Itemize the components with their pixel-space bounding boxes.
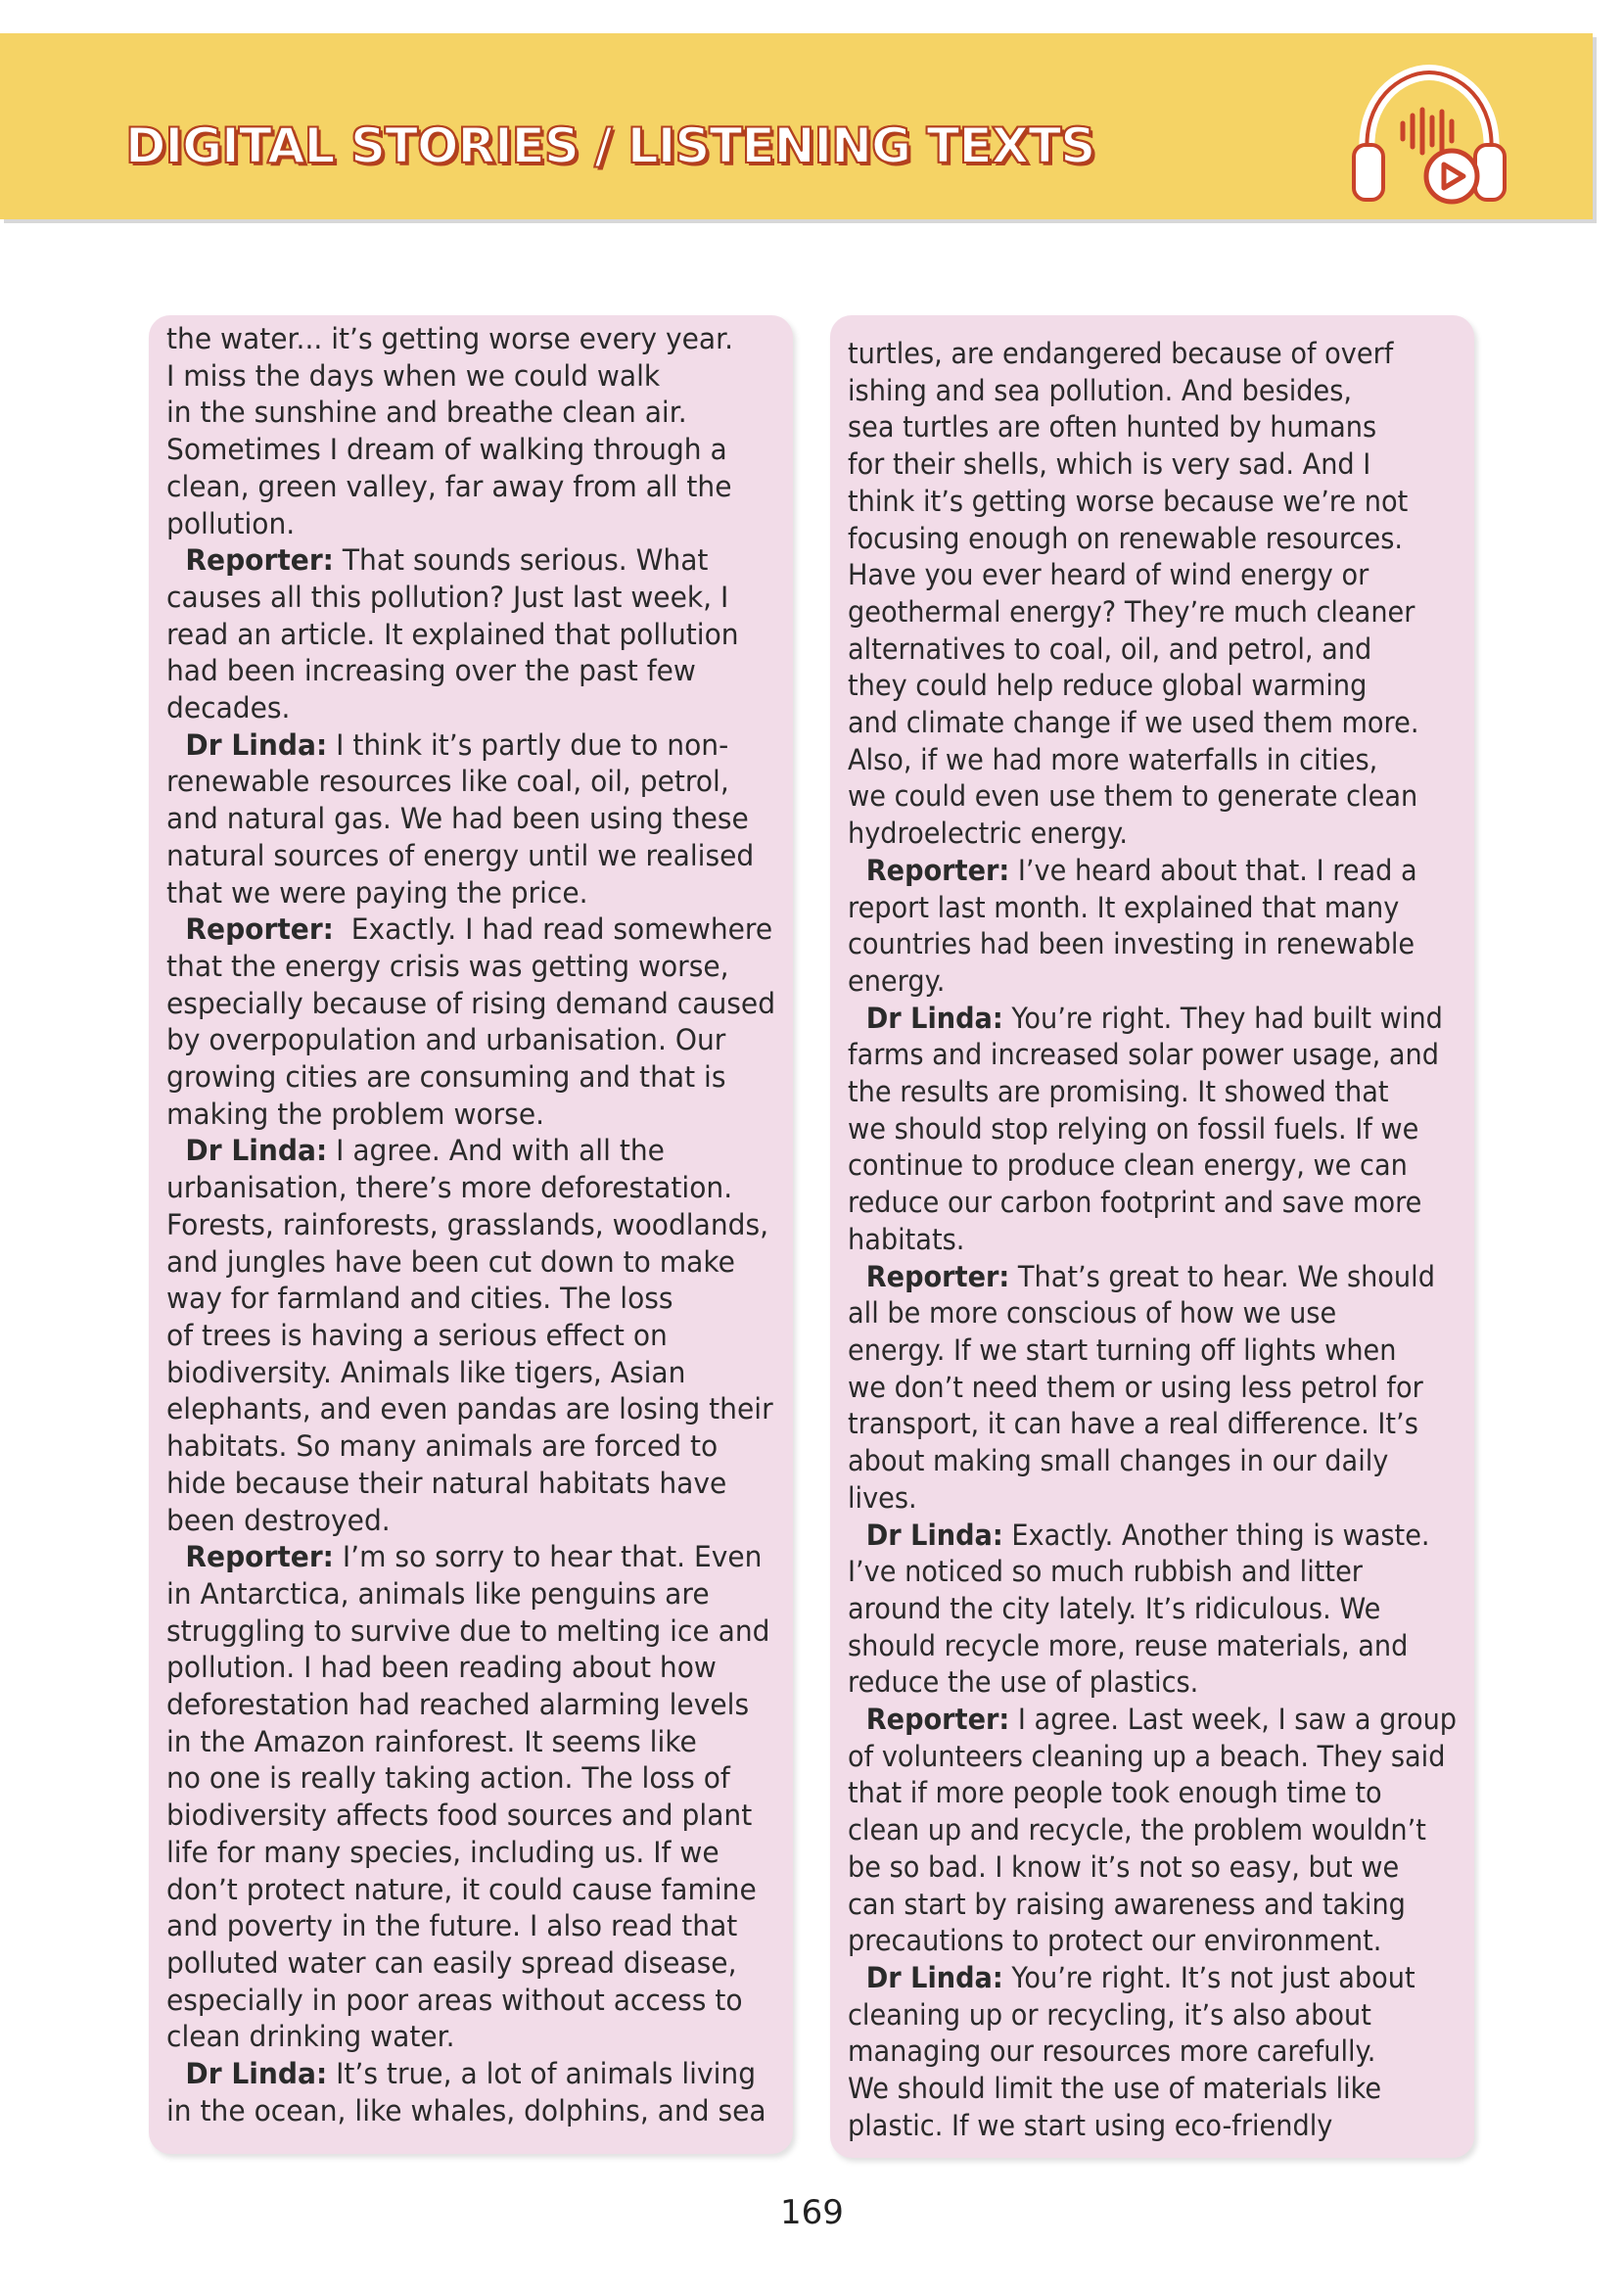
speaker-label: Reporter:	[185, 543, 334, 578]
text-line	[848, 1074, 1457, 1111]
text-line	[848, 1001, 1457, 1038]
text-line	[848, 484, 1457, 521]
text-line	[848, 1591, 1457, 1628]
line-text: especially because of rising demand caused	[166, 986, 776, 1020]
speaker-label: Dr Linda:	[865, 1960, 1003, 1994]
text-line	[848, 2071, 1457, 2108]
text-line	[848, 1185, 1457, 1222]
text-line	[166, 1539, 775, 1576]
text-line	[848, 631, 1457, 669]
text-line	[848, 742, 1457, 779]
text-line	[848, 1480, 1457, 1518]
line-text: by overpopulation and urbanisation. Our	[166, 1023, 726, 1057]
line-text: I’m so sorry to hear that. Even	[333, 1540, 763, 1574]
line-text: clean, green valley, far away from all the	[166, 469, 732, 503]
line-text: making the problem worse.	[166, 1097, 545, 1131]
line-text: we don’t need them or using less petrol for	[848, 1370, 1423, 1404]
text-line	[848, 1295, 1457, 1333]
line-text: That sounds serious. What	[333, 543, 709, 578]
text-line	[166, 1650, 775, 1687]
line-text: focusing enough on renewable resources.	[848, 521, 1403, 555]
line-text: clean up and recycle, the problem wouldn’t	[848, 1813, 1426, 1847]
line-text: polluted water can easily spread disease,	[166, 1945, 737, 1980]
line-text: we could even use them to generate clean	[848, 779, 1418, 814]
text-line	[848, 446, 1457, 484]
line-text: be so bad. I know it’s not so easy, but we	[848, 1849, 1400, 1884]
line-text: can start by raising awareness and taking	[848, 1887, 1406, 1921]
text-line	[166, 1428, 775, 1466]
right-text-column	[848, 336, 1498, 2144]
text-line	[848, 2108, 1457, 2145]
text-line	[166, 1466, 775, 1503]
line-text: Forests, rainforests, grasslands, woodlands,	[166, 1207, 769, 1241]
text-line	[166, 1724, 775, 1761]
page-number: 169	[780, 2193, 844, 2232]
speaker-label: Reporter:	[185, 1540, 334, 1574]
text-line	[848, 1259, 1457, 1296]
line-text: I’ve heard about that. I read a	[1009, 853, 1417, 887]
line-text: pollution.	[166, 506, 296, 540]
text-line	[848, 336, 1457, 373]
text-line	[848, 1406, 1457, 1443]
line-text: don’t protect nature, it could cause famine	[166, 1872, 757, 1906]
line-text: had been increasing over the past few	[166, 654, 696, 688]
line-text: managing our resources more carefully.	[848, 2034, 1376, 2069]
line-text: sea turtles are often hunted by humans	[848, 410, 1377, 444]
line-text: and climate change if we used them more.	[848, 706, 1419, 740]
text-line	[848, 557, 1457, 594]
text-line	[166, 1945, 775, 1983]
line-text: You’re right. They had built wind	[1002, 1001, 1443, 1035]
line-text: biodiversity. Animals like tigers, Asian	[166, 1355, 686, 1389]
text-line	[848, 926, 1457, 963]
line-text: growing cities are consuming and that is	[166, 1060, 726, 1095]
text-line	[166, 1872, 775, 1909]
line-text: should recycle more, reuse materials, and	[848, 1628, 1409, 1662]
line-text: way for farmland and cities. The loss	[166, 1282, 673, 1316]
line-text: I agree. Last week, I saw a group	[1009, 1703, 1458, 1737]
speaker-label: Dr Linda:	[865, 1001, 1003, 1035]
text-line	[166, 838, 775, 875]
line-text: elephants, and even pandas are losing their	[166, 1392, 773, 1426]
text-line	[848, 853, 1457, 890]
line-text: renewable resources like coal, oil, petrol,	[166, 765, 729, 799]
text-line	[848, 963, 1457, 1001]
line-text: I think it’s partly due to non-	[327, 727, 729, 762]
line-text: biodiversity affects food sources and plant	[166, 1799, 753, 1833]
line-text: struggling to survive due to melting ice and	[166, 1613, 770, 1648]
line-text: Exactly. Another thing is waste.	[1002, 1518, 1430, 1552]
text-line	[848, 705, 1457, 742]
line-text: energy. If we start turning off lights when	[848, 1333, 1397, 1367]
line-text: decades.	[166, 691, 291, 725]
text-line	[166, 1760, 775, 1798]
text-line	[166, 653, 775, 690]
text-line	[166, 1798, 775, 1835]
line-text: That’s great to hear. We should	[1009, 1259, 1435, 1293]
text-line	[848, 521, 1457, 558]
speaker-label: Reporter:	[185, 912, 334, 947]
text-line	[166, 727, 775, 765]
line-text: that we were paying the price.	[166, 875, 588, 910]
text-line	[166, 2056, 775, 2093]
text-line	[166, 1281, 775, 1318]
text-line	[166, 1391, 775, 1428]
line-text: Have you ever heard of wind energy or	[848, 558, 1369, 592]
text-line	[166, 542, 775, 580]
text-line	[166, 1244, 775, 1282]
line-text: reduce the use of plastics.	[848, 1665, 1199, 1700]
text-line	[166, 1097, 775, 1134]
line-text: life for many species, including us. If we	[166, 1835, 719, 1869]
line-text: reduce our carbon footprint and save more	[848, 1186, 1422, 1220]
line-text: plastic. If we start using eco-friendly	[848, 2108, 1333, 2142]
line-text: turtles, are endangered because of overf	[848, 337, 1394, 370]
line-text: in the Amazon rainforest. It seems like	[166, 1724, 697, 1758]
line-text: energy.	[848, 963, 946, 998]
line-text: causes all this pollution? Just last week, I	[166, 580, 729, 614]
text-line	[848, 1775, 1457, 1812]
line-text: in the sunshine and breathe clean air.	[166, 396, 687, 430]
line-text: that if more people took enough time to	[848, 1776, 1382, 1810]
line-text: We should limit the use of materials like	[848, 2072, 1382, 2106]
text-line	[166, 469, 775, 506]
text-line	[166, 617, 775, 654]
text-line	[848, 1664, 1457, 1702]
text-line	[166, 506, 775, 543]
text-line	[166, 1022, 775, 1059]
line-text: lives.	[848, 1480, 917, 1515]
text-line	[166, 764, 775, 801]
text-line	[848, 668, 1457, 705]
text-line	[848, 890, 1457, 927]
text-line	[848, 1628, 1457, 1665]
text-line	[166, 432, 775, 469]
text-line	[166, 1170, 775, 1207]
line-text: hide because their natural habitats have	[166, 1466, 727, 1500]
line-text: It’s true, a lot of animals living	[327, 2057, 757, 2091]
line-text: in the ocean, like whales, dolphins, and sea	[166, 2093, 766, 2127]
line-text: we should stop relying on fossil fuels. If we	[848, 1111, 1419, 1146]
line-text: pollution. I had been reading about how	[166, 1651, 717, 1685]
line-text: Also, if we had more waterfalls in cities,	[848, 742, 1378, 776]
speaker-label: Dr Linda:	[185, 727, 328, 762]
line-text: farms and increased solar power usage, and	[848, 1038, 1440, 1072]
text-line	[166, 2019, 775, 2056]
line-text: I agree. And with all the	[327, 1134, 665, 1168]
text-line	[848, 1739, 1457, 1776]
line-text: report last month. It explained that many	[848, 890, 1400, 924]
text-line	[848, 1849, 1457, 1887]
line-text: of trees is having a serious effect on	[166, 1318, 668, 1352]
text-line	[848, 1333, 1457, 1370]
line-text: habitats. So many animals are forced to	[166, 1429, 719, 1464]
speaker-label: Reporter:	[865, 1259, 1010, 1293]
line-text: natural sources of energy until we realised	[166, 838, 755, 872]
text-line	[166, 358, 775, 396]
line-text: clean drinking water.	[166, 2020, 455, 2054]
line-text: continue to produce clean energy, we can	[848, 1148, 1408, 1183]
text-line	[166, 1133, 775, 1170]
text-line	[848, 1960, 1457, 1997]
text-line	[848, 1443, 1457, 1480]
line-text: all be more conscious of how we use	[848, 1296, 1337, 1331]
headphones-play-icon	[1346, 61, 1512, 222]
line-text: transport, it can have a real difference. It’s	[848, 1407, 1418, 1441]
text-line	[166, 2093, 775, 2130]
line-text: of volunteers cleaning up a beach. They said	[848, 1739, 1446, 1773]
text-line	[848, 778, 1457, 816]
text-line	[166, 1503, 775, 1540]
text-line	[848, 1370, 1457, 1407]
line-text: precautions to protect our environment.	[848, 1924, 1382, 1958]
text-line	[166, 1355, 775, 1392]
text-line	[166, 801, 775, 838]
line-text: about making small changes in our daily	[848, 1444, 1389, 1478]
text-line	[848, 409, 1457, 446]
line-text: ishing and sea pollution. And besides,	[848, 373, 1353, 407]
speaker-label: Dr Linda:	[865, 1518, 1003, 1552]
line-text: the water... it’s getting worse every year.	[166, 322, 734, 355]
text-line	[166, 321, 775, 358]
text-line	[848, 1887, 1457, 1924]
text-line	[166, 986, 775, 1023]
line-text: You’re right. It’s not just about	[1002, 1960, 1415, 1994]
line-text: geothermal energy? They’re much cleaner	[848, 594, 1415, 629]
text-line	[166, 1687, 775, 1724]
line-text: I miss the days when we could walk	[166, 358, 661, 393]
text-line	[848, 1702, 1457, 1739]
text-line	[166, 1207, 775, 1244]
line-text: Sometimes I dream of walking through a	[166, 433, 727, 467]
text-line	[166, 1059, 775, 1097]
left-text-column	[166, 321, 795, 2129]
speaker-label: Dr Linda:	[185, 2057, 328, 2091]
text-line	[848, 1997, 1457, 2034]
text-line	[848, 1222, 1457, 1259]
speaker-label: Reporter:	[865, 1703, 1010, 1737]
line-text: and poverty in the future. I also read that	[166, 1909, 738, 1943]
line-text: for their shells, which is very sad. And I	[848, 447, 1371, 482]
line-text: been destroyed.	[166, 1503, 391, 1537]
text-line	[848, 1812, 1457, 1849]
text-line	[166, 580, 775, 617]
line-text: and jungles have been cut down to make	[166, 1244, 735, 1279]
speaker-label: Dr Linda:	[185, 1134, 328, 1168]
line-text: habitats.	[848, 1222, 965, 1256]
text-line	[848, 594, 1457, 631]
line-text: think it’s getting worse because we’re not	[848, 484, 1409, 518]
text-line	[166, 1983, 775, 2020]
text-line	[848, 2034, 1457, 2071]
line-text: cleaning up or recycling, it’s also about	[848, 1997, 1371, 2032]
text-line	[848, 373, 1457, 410]
line-text: deforestation had reached alarming levels	[166, 1688, 750, 1722]
text-line	[848, 1518, 1457, 1555]
line-text: alternatives to coal, oil, and petrol, and	[848, 631, 1372, 666]
text-line	[166, 875, 775, 912]
text-line	[166, 395, 775, 432]
text-line	[166, 949, 775, 986]
line-text: urbanisation, there’s more deforestation.	[166, 1171, 733, 1205]
text-line	[848, 1037, 1457, 1074]
line-text: I’ve noticed so much rubbish and litter	[848, 1555, 1363, 1589]
text-line	[848, 1554, 1457, 1591]
text-line	[166, 912, 775, 949]
line-text: in Antarctica, animals like penguins are	[166, 1576, 710, 1611]
line-text: around the city lately. It’s ridiculous. We	[848, 1591, 1381, 1625]
line-text: and natural gas. We had been using these	[166, 802, 749, 836]
line-text: that the energy crisis was getting worse,	[166, 949, 729, 983]
text-line	[848, 1147, 1457, 1185]
line-text: especially in poor areas without access to	[166, 1983, 743, 2017]
line-text: hydroelectric energy.	[848, 817, 1129, 851]
text-line	[166, 1613, 775, 1651]
line-text: read an article. It explained that pollution	[166, 617, 739, 651]
text-line	[166, 1835, 775, 1872]
text-line	[848, 1111, 1457, 1148]
line-text: the results are promising. It showed that	[848, 1075, 1389, 1109]
text-line	[166, 690, 775, 727]
line-text: they could help reduce global warming	[848, 669, 1368, 703]
text-line	[848, 1923, 1457, 1960]
text-line	[166, 1576, 775, 1613]
text-line	[166, 1318, 775, 1355]
line-text: Exactly. I had read somewhere	[333, 912, 773, 947]
text-line	[166, 1908, 775, 1945]
line-text: countries had been investing in renewable	[848, 927, 1415, 961]
text-line	[848, 816, 1457, 853]
speaker-label: Reporter:	[865, 853, 1010, 887]
line-text: no one is really taking action. The loss of	[166, 1761, 730, 1796]
page-title: DIGITAL STORIES / LISTENING TEXTS	[125, 117, 1095, 174]
